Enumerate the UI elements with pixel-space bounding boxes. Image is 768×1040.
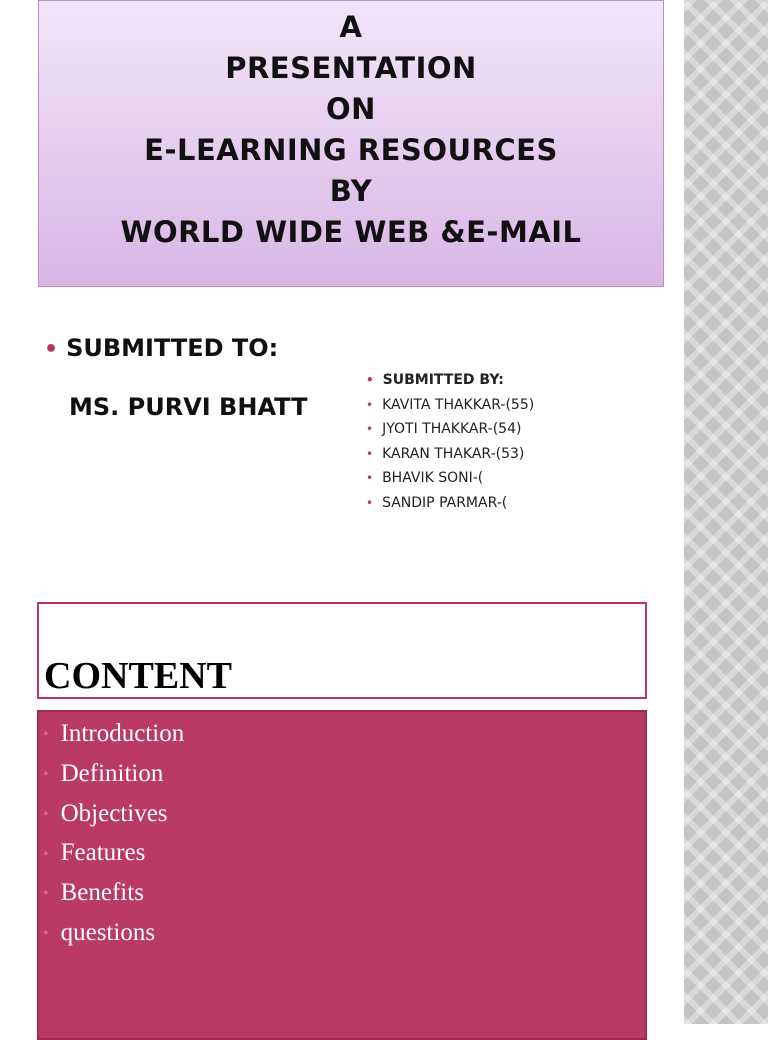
member-name: JYOTI THAKKAR-(54) <box>382 421 522 437</box>
title-line-topic: E-LEARNING RESOURCES <box>144 133 558 167</box>
member-name: SANDIP PARMAR-( <box>382 494 508 511</box>
bullet-icon: • <box>43 726 49 744</box>
submitted-by-label: SUBMITTED BY: <box>382 372 504 388</box>
content-item: Features <box>60 839 146 867</box>
decorative-side-strip <box>684 0 768 1024</box>
content-item: Introduction <box>60 720 185 747</box>
bullet-icon: • <box>43 845 49 863</box>
submitted-to-heading <box>44 334 278 362</box>
bullet-icon: • <box>43 925 49 943</box>
title-line-subtitle: WORLD WIDE WEB &E-MAIL <box>120 215 582 249</box>
content-list <box>43 718 184 957</box>
content-item: Objectives <box>60 799 168 827</box>
bullet-icon: • <box>366 422 374 436</box>
bullet-icon: • <box>366 495 374 510</box>
content-title: CONTENT <box>44 655 232 697</box>
bullet-icon: • <box>44 337 59 362</box>
content-item: Definition <box>60 759 164 787</box>
bullet-icon: • <box>366 471 374 485</box>
list-item <box>366 395 534 420</box>
list-item <box>43 837 184 877</box>
member-name: KARAN THAKAR-(53) <box>382 445 525 462</box>
list-item <box>43 718 184 758</box>
bullet-icon: • <box>43 885 49 903</box>
submitted-by-list <box>366 370 534 517</box>
list-item <box>43 917 184 957</box>
content-title-box <box>37 602 647 699</box>
bullet-icon: • <box>366 397 374 412</box>
list-item <box>43 798 184 838</box>
member-name: BHAVIK SONI-( <box>382 470 484 486</box>
list-item <box>366 468 534 493</box>
title-box <box>38 0 664 287</box>
content-item: questions <box>60 918 156 946</box>
list-item <box>366 493 534 518</box>
title-line-on: ON <box>326 92 376 126</box>
bullet-icon: • <box>43 766 49 784</box>
title-line-a: A <box>339 10 363 44</box>
title-line-by: BY <box>329 174 373 208</box>
member-name: KAVITA THAKKAR-(55) <box>382 396 535 413</box>
teacher-name: MS. PURVI BHATT <box>69 393 308 421</box>
list-item <box>43 877 184 917</box>
list-item <box>366 444 534 469</box>
bullet-icon: • <box>366 373 374 387</box>
bullet-icon: • <box>43 805 49 823</box>
content-item: Benefits <box>60 879 144 907</box>
title-line-presentation: PRESENTATION <box>225 51 477 85</box>
list-item <box>366 419 534 444</box>
list-item <box>366 370 534 395</box>
list-item <box>43 758 184 798</box>
content-list-box <box>37 710 647 1040</box>
bullet-icon: • <box>366 446 374 461</box>
submitted-to-label: SUBMITTED TO: <box>66 334 279 362</box>
